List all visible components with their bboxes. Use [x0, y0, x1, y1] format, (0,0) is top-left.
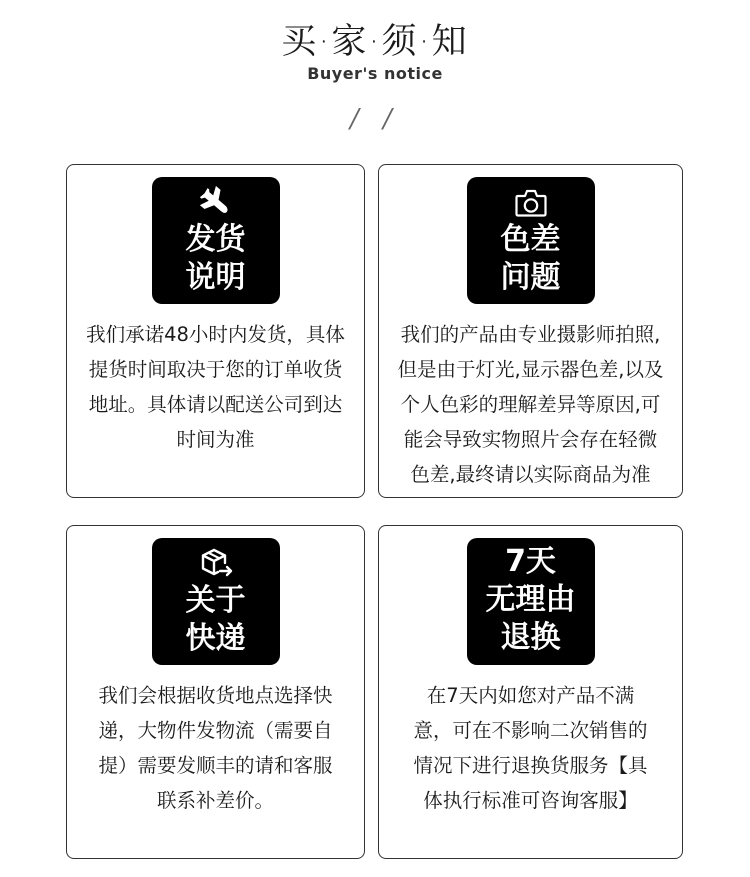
description-line: 提货时间取决于您的订单收货 [88, 358, 343, 381]
description-line: 地址。具体请以配送公司到达 [88, 393, 343, 416]
description-line: 时间为准 [176, 428, 255, 451]
page-subtitle: Buyer's notice [307, 64, 443, 83]
description-line: 色差,最终请以实际商品为准 [410, 463, 651, 486]
decorative-divider: / / [350, 104, 400, 134]
description-line: 我们的产品由专业摄影师拍照, [400, 323, 661, 346]
camera-icon [514, 186, 548, 220]
description-line: 个人色彩的理解差异等原因,可 [400, 393, 661, 416]
badge-title-line: 快递 [185, 621, 246, 656]
description-line: 联系补差价。 [156, 789, 274, 812]
returns-notice-card [378, 525, 683, 859]
card-description [389, 317, 672, 492]
badge-title-line: 无理由 [485, 582, 576, 617]
card-description [389, 678, 672, 818]
page-title: 买·家·须·知 [281, 22, 469, 62]
description-line: 情况下进行退换货服务【具 [413, 754, 648, 777]
shipping-badge [152, 177, 280, 304]
description-line: 能会导致实物照片会存在轻微 [403, 428, 658, 451]
card-description [77, 678, 354, 818]
airplane-icon [199, 186, 233, 220]
courier-notice-card [66, 525, 365, 859]
description-line: 在7天内如您对产品不满 [426, 684, 635, 707]
badge-title-line: 退换 [500, 620, 561, 655]
card-description [77, 317, 354, 457]
description-line: 提）需要发顺丰的请和客服 [98, 754, 333, 777]
delivery-box-icon [199, 547, 233, 581]
courier-badge [152, 538, 280, 665]
badge-title-line: 色差 [500, 222, 561, 257]
description-line: 递，大物件发物流（需要自 [98, 719, 333, 742]
badge-title-line: 7天 [505, 544, 556, 579]
badge-title-line: 问题 [500, 260, 561, 295]
description-line: 体执行标准可咨询客服】 [423, 789, 638, 812]
description-line: 意，可在不影响二次销售的 [413, 719, 648, 742]
badge-title-line: 关于 [185, 583, 246, 618]
color-difference-badge [467, 177, 595, 304]
description-line: 但是由于灯光,显示器色差,以及 [397, 358, 664, 381]
description-line: 我们会根据收货地点选择快 [98, 684, 333, 707]
color-difference-card [378, 164, 683, 498]
badge-title-line: 说明 [185, 260, 246, 295]
badge-title-line: 发货 [185, 222, 246, 257]
shipping-notice-card [66, 164, 365, 498]
description-line: 我们承诺48小时内发货，具体 [86, 323, 345, 346]
notice-header [0, 0, 750, 150]
returns-badge [467, 538, 595, 665]
